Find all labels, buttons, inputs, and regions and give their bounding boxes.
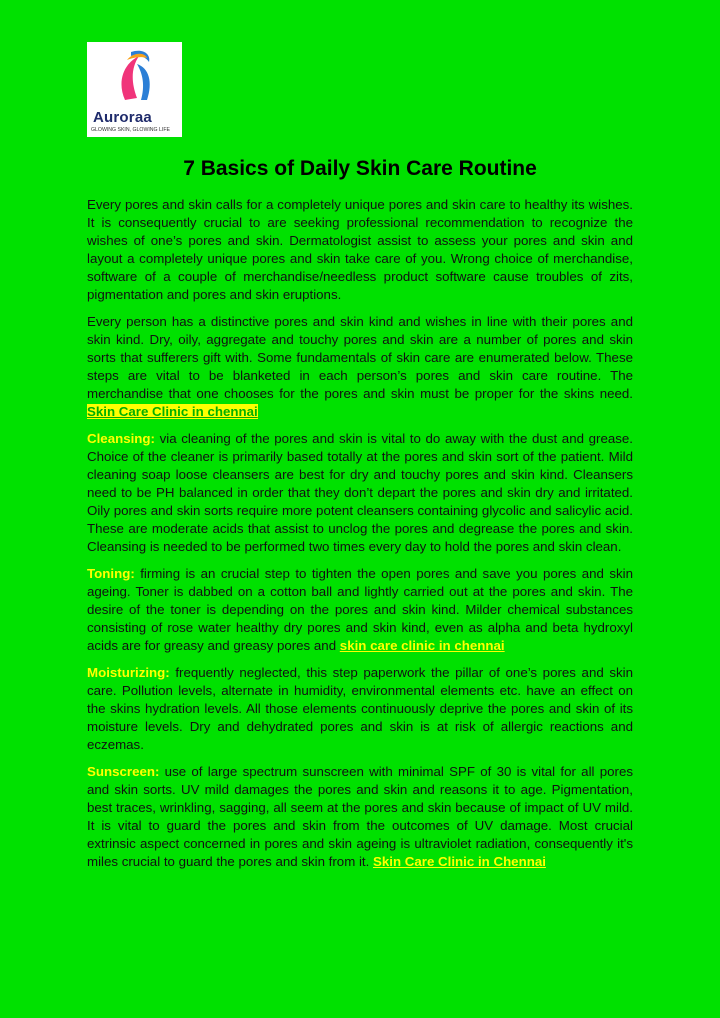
toning-text: firming is an crucial step to tighten the open pores and save you pores and skin ageing. Toner is dabbed on a cotton ball and lightly carried out at the pores and skin. The desire of the toner is depending on the pores and skin kind. Milder chemical substances consisting of rose water healthy dry pores and skin kind, even as alpha and beta hydroxyl acids are for greasy and greasy pores and: [87, 566, 633, 653]
moisturizing-heading: Moisturizing:: [87, 665, 170, 680]
toning-paragraph: [87, 565, 633, 655]
article-body: [87, 196, 633, 880]
intro-paragraph-1: Every pores and skin calls for a completely unique pores and skin care to healthy its wishes. It is consequently crucial to are seeking professional recommendation to recognize the wishes of one’s pores and skin. Dermatologist assist to assess your pores and skin and layout a completely unique pores and skin take care of you. Wrong choice of merchandise, software of a couple of merchandise/needless product software cause troubles of zits, pigmentation and pores and skin eruptions.: [87, 197, 633, 302]
sunscreen-text: use of large spectrum sunscreen with minimal SPF of 30 is vital for all pores and skin sorts. UV mild damages the pores and skin and reasons it to age. Pigmentation, best traces, wrinkling, sagging, all seem at the pores and skin because of impact of UV mild. It is vital to guard the pores and skin from the outcomes of UV damage. Most crucial extrinsic aspect concerned in pores and skin ageing is ultraviolet radiation, consequently it's miles crucial to guard the pores and skin from it.: [87, 764, 633, 869]
page-title: 7 Basics of Daily Skin Care Routine: [183, 157, 537, 180]
intro-paragraph-2: [87, 313, 633, 421]
cleansing-text: via cleaning of the pores and skin is vital to do away with the dust and grease. Choice of the cleaner is primarily based totally at the pores and skin sort of the patient. Mild cleaning soap loose cleansers are best for dry and touchy pores and skin kind. Cleansers need to be PH balanced in order that they don’t depart the pores and skin dry and irritated. Oily pores and skin sorts require more potent cleansers containing glycolic and salicylic acid. These are moderate acids that assist to unclog the pores and degrease the pores and skin. Cleansing is needed to be performed two times every day to hold the pores and skin clean.: [87, 431, 633, 554]
cleansing-paragraph: [87, 430, 633, 556]
intro-paragraph-2-text: Every person has a distinctive pores and skin kind and wishes in line with their pores and skin kind. Dry, oily, aggregate and touchy pores and skin are a number of pores and skin sorts that sufferers gift with. Some fundamentals of skin care are enumerated below. These steps are vital to be blanketed in each person’s pores and skin care routine. The merchandise that one chooses for the pores and skin must be proper for the skins need.: [87, 314, 633, 401]
auroraa-logo: [87, 42, 182, 137]
skin-care-clinic-link-1[interactable]: Skin Care Clinic in chennai: [87, 404, 258, 419]
logo-brand-text: Auroraa: [93, 109, 152, 126]
toning-heading: Toning:: [87, 566, 135, 581]
moisturizing-paragraph: [87, 664, 633, 754]
logo-tagline: GLOWING SKIN, GLOWING LIFE: [91, 127, 170, 133]
cleansing-heading: Cleansing:: [87, 431, 155, 446]
moisturizing-text: frequently neglected, this step paperwork the pillar of one’s pores and skin care. Pollution levels, alternate in humidity, environmental elements etc. have an effect on the skins hydration levels. All those elements continuously deprive the pores and skin of its moisture levels. Dry and dehydrated pores and skin is at risk of allergic reactions and eczemas.: [87, 665, 633, 752]
sunscreen-heading: Sunscreen:: [87, 764, 160, 779]
skin-care-clinic-link-2[interactable]: skin care clinic in chennai: [339, 638, 505, 653]
skin-care-clinic-link-3[interactable]: Skin Care Clinic in Chennai: [373, 854, 546, 869]
sunscreen-paragraph: [87, 763, 633, 871]
